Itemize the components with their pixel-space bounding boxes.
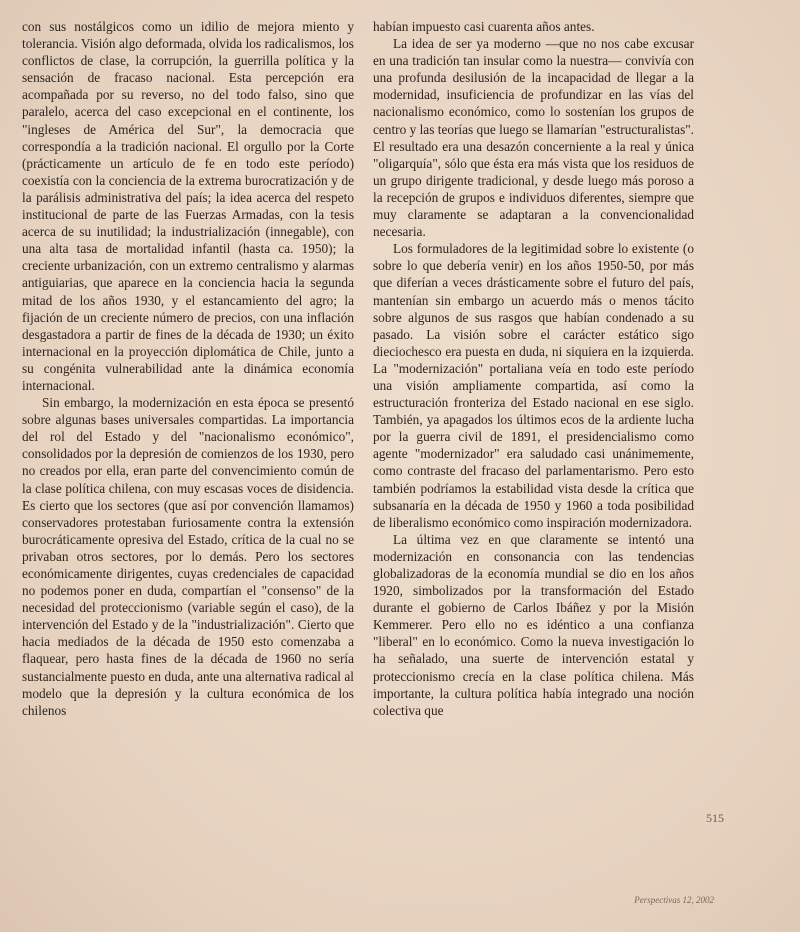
right-column [373,18,694,719]
paragraph: habían impuesto casi cuarenta años antes. [373,19,595,34]
paragraph: La última vez en que claramente se intentó una modernización en consonancia con las tendencias globalizadoras de la economía mundial se dio en los años 1920, simbolizados por la transformación del Estado durante el gobierno de Carlos Ibáñez y por la Misión Kemmerer. Pero ello no es idéntico a una confianza "liberal" en lo económico. Como la nueva investigación lo ha señalado, una suerte de intervención estatal y proteccionismo crecía en la clase política chilena. Más importante, la cultura política había integrado una noción colectiva que [373,531,694,718]
page-number: 515 [706,811,724,825]
paragraph: con sus nostálgicos como un idilio de mejora miento y tolerancia. Visión algo deformada, olvida los radicalismos, los conflictos de clase, la corrupción, la guerrilla política y la sensación de fracaso nacional. Esta percepción era acompañada por su reverso, no del todo falso, sino que paralelo, acerca del caso excepcional en el continente, los "ingleses de América del Sur", la democracia que correspondía a la tradición nacional. El orgullo por la Corte (prácticamente un artículo de fe en todo este período) coexistía con la conciencia de la extrema burocratización y de la parálisis administrativa del país; la idea acerca del respeto institucional de parte de las Fuerzas Armadas, con la tesis acerca de su inutilidad; la industrialización (innegable), con una alta tasa de mortalidad infantil (hasta ca. 1950); la creciente urbanización, con un extremo centralismo y alarmas antiguiarias, que aparece en la conciencia hacia la segunda mitad de los años 1930, y el estancamiento del agro; la fijación de un creciente número de precios, con una inflación desgastadora a partir de fines de la década de 1930; un éxito internacional en la proyección diplomática de Chile, junto a su congénita vulnerabilidad ante la dinámica economía internacional. [22,19,354,393]
left-column [22,18,354,719]
paragraph: La idea de ser ya moderno —que no nos cabe excusar en una tradición tan insular como la nuestra— convivía con una profunda desilusión de la incapacidad de llegar a la modernidad, insuficiencia de profundizar en las vías del nacionalismo económico, como lo sostenían los grupos de centro y las teorías que luego se llamarían "estructuralistas". El resultado era una desazón concerniente a la real y única "oligarquía", sólo que ésta era más vista que los residuos de un grupo dirigente tradicional, y desde luego más poroso a la recepción de grupos e individuos diferentes, siempre que muy claramente se adaptaran a la convencionalidad necesaria. [373,36,694,240]
paragraph: Sin embargo, la modernización en esta época se presentó sobre algunas bases universales compartidas. La importancia del rol del Estado y del "nacionalismo económico", consolidados por la depresión de comienzos de los 1930, pero no creados por ella, eran parte del convencimiento común de la clase política chilena, con muy escasas voces de disidencia. Es cierto que los sectores (que así por convención llamamos) conservadores protestaban furiosamente contra la extensión burocráticamente opresiva del Estado, crítica de la cual no se privaban otros sectores, por lo demás. Pero los sectores económicamente dirigentes, cuyas credenciales de capacidad no podemos poner en duda, compartían el "consenso" de la necesidad del proteccionismo (variable según el caso), de la intervención del Estado y de la "industrialización". Cierto que hacia mediados de la década de 1950 esto comenzaba a flaquear, pero hasta fines de la década de 1960 no sería sustancialmente puesto en duda, ante una alternativa radical al modelo que la depresión y la cultura económica de los chilenos [22,395,354,718]
paragraph: Los formuladores de la legitimidad sobre lo existente (o sobre lo que debería venir) en los años 1950-50, por más que diferían a veces drásticamente sobre el futuro del país, mantenían sin embargo un acuerdo más o menos tácito sobre algunos de sus rasgos que habían condenado a su pasado. La visión sobre el carácter estático sigo dieciochesco era puesta en duda, ni siquiera en la izquierda. La "modernización" portaliana veía en todo este período una visión ampliamente compartida, así como la estructuración fronteriza del Estado nacional en ese siglo. También, ya apagados los últimos ecos de la ardiente lucha por la guerra civil de 1891, el presidencialismo como agente "modernizador" era saludado casi unánimemente, como contraste del fracaso del parlamentarismo. Pero esto también podríamos la estabilidad vista desde la crítica que subsanaría en la década de 1950 y 1960 a toda posibilidad de liberalismo económico como inspiración modernizadora. [373,241,694,530]
journal-footer: Perspectivas 12, 2002 [634,895,714,905]
